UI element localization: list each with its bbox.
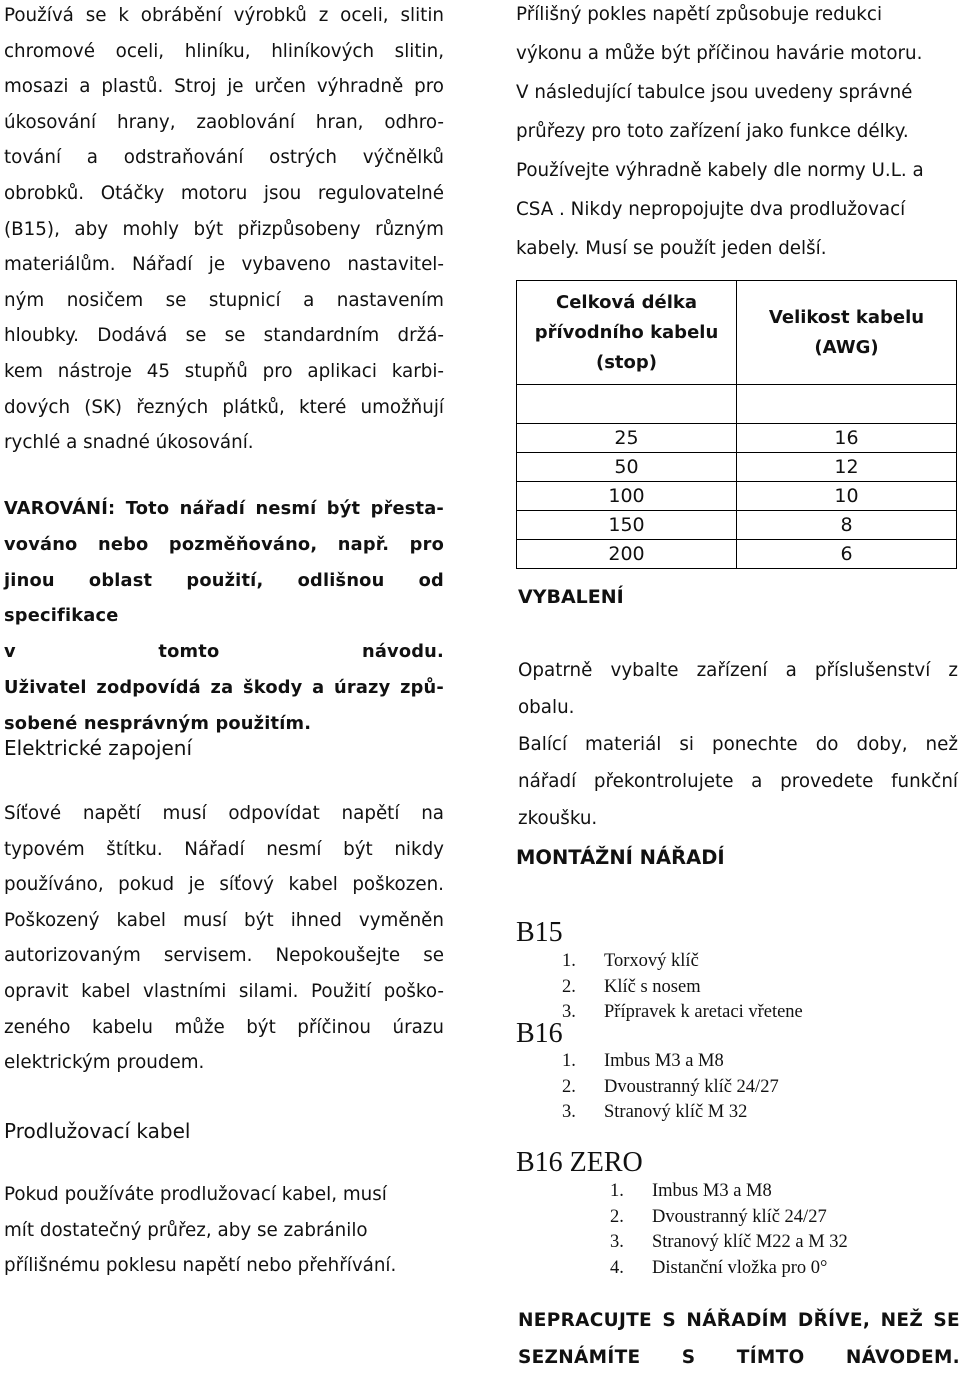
text-line: tování a odstraňování ostrých výčnělků	[4, 147, 444, 169]
b16-title: B16	[516, 1018, 563, 1049]
b15-list	[562, 949, 958, 1026]
cell-awg: 12	[737, 453, 957, 482]
b16zero-list	[610, 1179, 958, 1281]
intro-paragraph	[4, 0, 444, 461]
text-line: CSA . Nikdy nepropojujte dva prodlužovací	[516, 199, 906, 220]
text-line: V následující tabulce jsou uvedeny správné	[516, 82, 913, 103]
list-number: 1.	[562, 951, 576, 971]
text-line: Používá se k obrábění výrobků z oceli, slitin	[4, 5, 444, 26]
list-text: Torxový klíč	[604, 951, 699, 971]
list-number: 3.	[610, 1232, 624, 1252]
text-line: dových (SK) řezných plátků, které umožňují	[4, 396, 444, 418]
text-line: výkonu a může být příčinou havárie motoru.	[516, 43, 923, 64]
list-text: Dvoustranný klíč 24/27	[604, 1076, 779, 1097]
text-line: ným nosičem se stupnicí a nastavením	[4, 289, 444, 311]
b16zero-section	[516, 1146, 958, 1281]
table-header-awg: Velikost kabelu (AWG)	[737, 281, 957, 385]
list-item	[610, 1179, 958, 1205]
text-line: VAROVÁNÍ: Toto nářadí nesmí být přesta-	[4, 498, 444, 519]
list-number: 2.	[562, 976, 576, 997]
cell-length: 50	[517, 453, 737, 482]
text-line: elektrickým proudem.	[4, 1052, 205, 1074]
text-line: NEPRACUJTE S NÁŘADÍM DŘÍVE, NEŽ SE	[518, 1310, 960, 1331]
list-item	[562, 1049, 958, 1075]
list-item	[610, 1205, 958, 1231]
list-number: 1.	[562, 1051, 576, 1071]
text-line: (B15), aby mohly být přizpůsobeny různým	[4, 218, 444, 240]
tools-heading: MONTÁŽNÍ NÁŘADÍ	[516, 846, 725, 869]
cell-length: 150	[517, 511, 737, 540]
list-text: Imbus M3 a M8	[604, 1051, 724, 1071]
table-row	[517, 540, 957, 569]
b16-list	[562, 1049, 958, 1126]
list-text: Dvoustranný klíč 24/27	[652, 1206, 827, 1227]
text-line: SEZNÁMÍTE S TÍMTO NÁVODEM.	[518, 1347, 960, 1368]
electric-heading: Elektrické zapojení	[4, 736, 193, 760]
text-line: chromové oceli, hliníku, hliníkových slitin,	[4, 40, 444, 62]
text-line: Balící materiál si ponechte do doby, než	[518, 734, 958, 755]
text-line: Přílišný pokles napětí způsobuje redukci	[516, 4, 883, 25]
text-line: zeného kabelu může být příčinou úrazu	[4, 1016, 444, 1038]
text-line: kabely. Musí se použít jeden delší.	[516, 238, 827, 259]
text-line: obalu.	[518, 697, 575, 718]
text-line: Síťové napětí musí odpovídat napětí na	[4, 803, 444, 824]
list-number: 1.	[610, 1181, 624, 1201]
text-line: přílišnému poklesu napětí nebo přehřívání.	[4, 1255, 397, 1277]
list-text: Stranový klíč M 32	[604, 1102, 748, 1122]
text-line: průřezy pro toto zařízení jako funkce délky.	[516, 121, 909, 142]
cell-length: 200	[517, 540, 737, 569]
unpacking-heading: VYBALENÍ	[518, 586, 624, 608]
list-text: Imbus M3 a M8	[652, 1181, 772, 1201]
cell-awg: 6	[737, 540, 957, 569]
table-row	[517, 511, 957, 540]
list-item	[562, 1075, 958, 1101]
text-line: opravit kabel vlastními silami. Použití poško-	[4, 980, 444, 1002]
table-header-length: Celková délka přívodního kabelu (stop)	[517, 281, 737, 385]
table-row	[517, 482, 957, 511]
text-line: zkoušku.	[518, 808, 598, 829]
text-line: nářadí překontrolujete a provedete funkční	[518, 771, 958, 792]
text-line: rychlé a snadné úkosování.	[4, 432, 254, 454]
text-line: úkosování hrany, zaoblování hran, odhro-	[4, 111, 444, 133]
cell-length: 25	[517, 424, 737, 453]
list-number: 2.	[610, 1206, 624, 1227]
b16-section	[516, 1017, 958, 1126]
text-line: používáno, pokud je síťový kabel poškozen.	[4, 874, 444, 896]
list-item	[562, 949, 958, 975]
voltage-paragraph	[516, 0, 958, 268]
extension-paragraph	[4, 1177, 444, 1284]
cell-awg: 16	[737, 424, 957, 453]
text-line: Uživatel zodpovídá za škody a úrazy způ-	[4, 676, 444, 698]
text-line: v tomto návodu.	[4, 641, 444, 663]
list-text: Distanční vložka pro 0°	[652, 1257, 828, 1278]
text-line: vováno nebo pozměňováno, např. pro	[4, 533, 444, 555]
text-line: Poškozený kabel musí být ihned vyměněn	[4, 909, 444, 931]
table-row	[517, 424, 957, 453]
text-line: materiálům. Nářadí je vybaveno nastavitel-	[4, 254, 444, 276]
table-body	[517, 424, 957, 569]
text-line: hloubky. Dodává se se standardním držá-	[4, 325, 444, 347]
list-number: 3.	[562, 1002, 576, 1022]
text-line: Používejte výhradně kabely dle normy U.L. a	[516, 160, 924, 181]
text-line: mosazi a plastů. Stroj je určen výhradně pro	[4, 76, 444, 98]
text-line: Pokud používáte prodlužovací kabel, musí	[4, 1184, 387, 1205]
final-warning	[518, 1302, 960, 1376]
list-item	[562, 1100, 958, 1126]
list-text: Přípravek k aretaci vřetene	[604, 1002, 803, 1022]
text-line: kem nástroje 45 stupňů pro aplikaci karbi-	[4, 360, 444, 382]
text-line: mít dostatečný průřez, aby se zabránilo	[4, 1219, 368, 1241]
text-line: jinou oblast použití, odlišnou od specifikace	[4, 569, 444, 627]
text-line: obrobků. Otáčky motoru jsou regulovatelné	[4, 182, 444, 204]
list-item	[562, 975, 958, 1001]
text-line: autorizovaným servisem. Nepokoušejte se	[4, 945, 444, 967]
unpacking-paragraph	[518, 652, 958, 837]
table-row	[517, 453, 957, 482]
list-number: 3.	[562, 1102, 576, 1122]
b15-section	[516, 916, 958, 1026]
cell-awg: 8	[737, 511, 957, 540]
list-number: 2.	[562, 1076, 576, 1097]
warning-paragraph	[4, 491, 444, 742]
cell-length: 100	[517, 482, 737, 511]
b15-title: B15	[516, 917, 563, 948]
extension-heading: Prodlužovací kabel	[4, 1119, 191, 1143]
list-text: Stranový klíč M22 a M 32	[652, 1232, 848, 1252]
b16zero-title: B16 ZERO	[516, 1147, 643, 1178]
cable-size-table	[516, 280, 957, 569]
text-line: sobené nesprávným použitím.	[4, 712, 312, 734]
list-item	[610, 1256, 958, 1282]
cell-awg: 10	[737, 482, 957, 511]
text-line: Opatrně vybalte zařízení a příslušenství z	[518, 660, 958, 681]
electric-paragraph	[4, 796, 444, 1081]
text-line: typovém štítku. Nářadí nesmí být nikdy	[4, 838, 444, 860]
list-number: 4.	[610, 1257, 624, 1278]
list-item	[610, 1230, 958, 1256]
list-text: Klíč s nosem	[604, 976, 701, 997]
